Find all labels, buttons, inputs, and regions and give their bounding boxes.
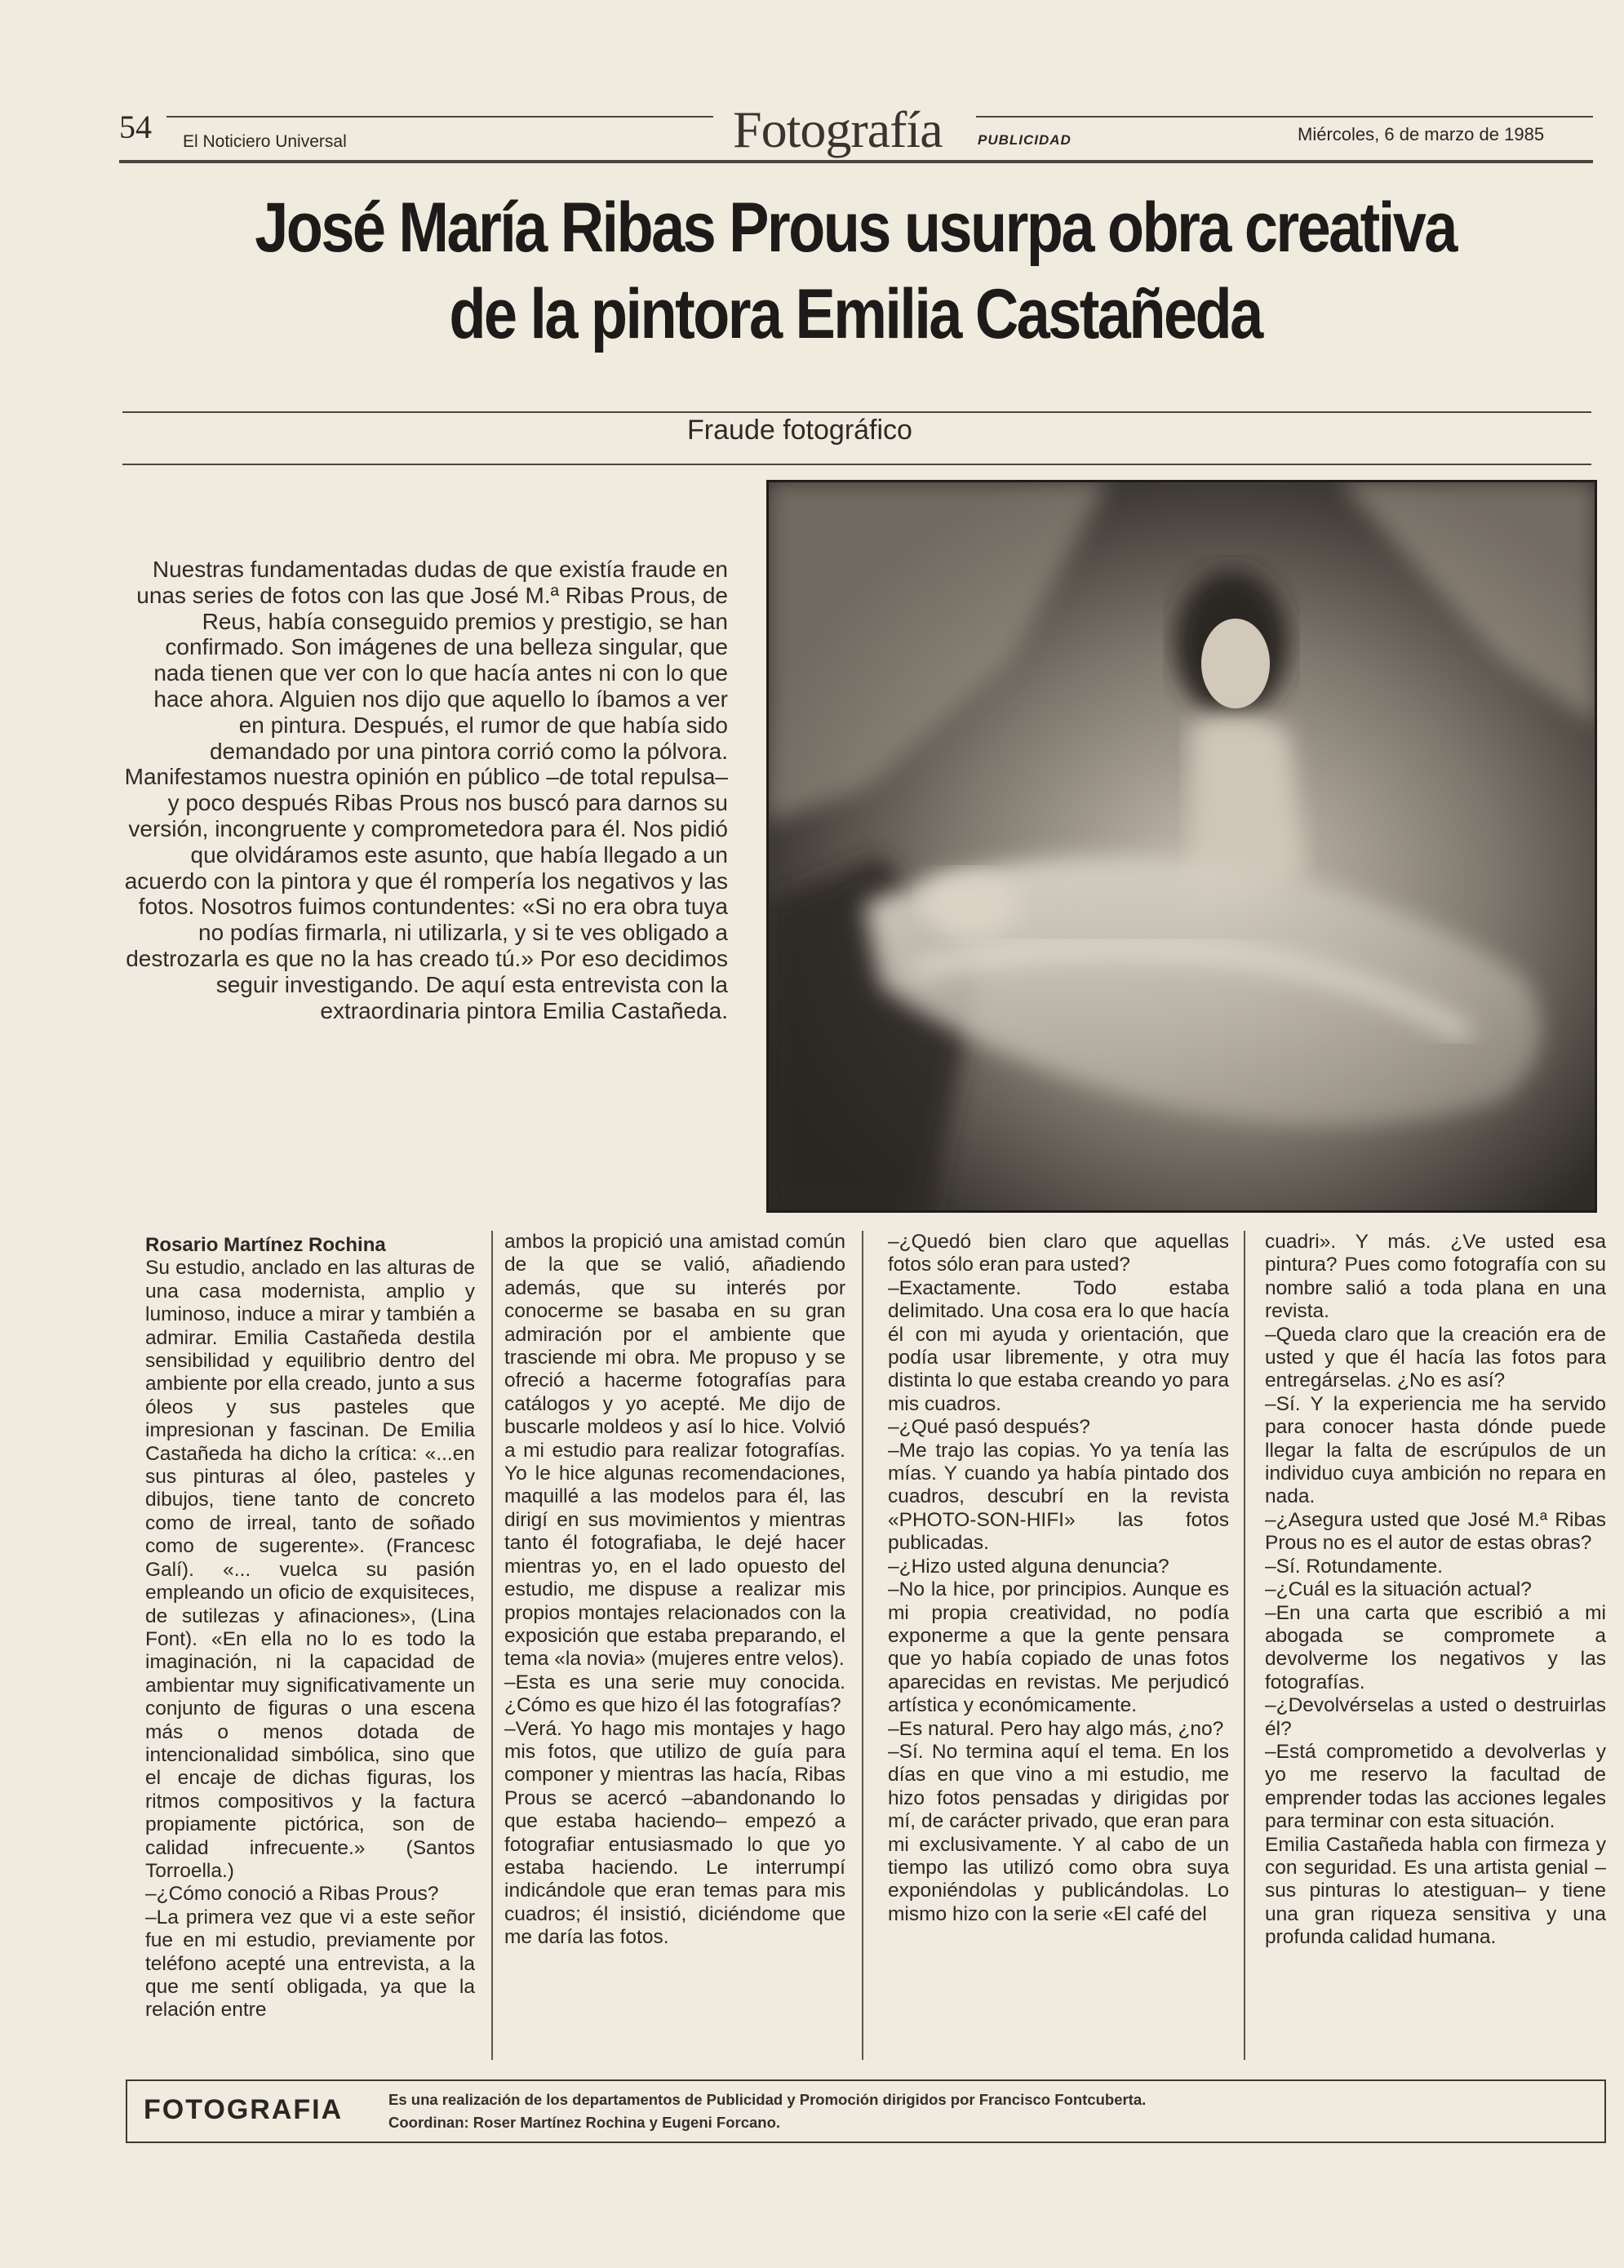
paragraph: –¿Hizo usted alguna denuncia? bbox=[888, 1555, 1169, 1578]
credits-line: Es una realización de los departamentos de Publicidad y Promoción dirigidos por Francisco Fontcuberta. bbox=[388, 2091, 1147, 2108]
paragraph: –Esta es una serie muy conocida. ¿Cómo es que hizo él las fotografías? bbox=[504, 1671, 845, 1717]
paragraph: cuadri». Y más. ¿Ve usted esa pintura? Pues como fotografía con su nombre salió a toda plana en una revista. bbox=[1265, 1231, 1606, 1323]
paragraph: –Es natural. Pero hay algo más, ¿no? bbox=[888, 1717, 1224, 1740]
column-4 bbox=[1265, 1231, 1606, 1950]
masthead-rule-left bbox=[166, 116, 713, 118]
column-rule bbox=[862, 1231, 863, 2060]
paragraph: –Verá. Yo hago mis montajes y hago mis fotos, que utilizo de guía para componer y mientras las hacía, Ribas Prous se acercó –abandonando lo que estaba haciendo– empezó a fotografiar entusiasmado lo que yo estaba haciendo. Le interrumpí indicándole que eran temas para mis cuadros; él insistió, diciéndome que me daría las fotos. bbox=[504, 1717, 845, 1949]
column-3 bbox=[888, 1231, 1229, 1926]
masthead-rule-bottom bbox=[119, 160, 1593, 163]
paragraph: –No la hice, por principios. Aunque es mi propia creatividad, no podía exponerme a que la gente pensara que yo había copiado de unas fotos aparecidas en revistas. Me perjudicó artística y económicamente. bbox=[888, 1578, 1229, 1717]
subhead-rule-bottom bbox=[122, 464, 1591, 465]
paragraph: –Sí. No termina aquí el tema. En los días en que vino a mi estudio, me hizo fotos pensadas y dirigidas por mí, de carácter privado, que eran para mi exclusivamente. Y al cabo de un tiempo las utilizó como obra suya exponiéndolas y publicándolas. Lo mismo hizo con la serie «El café del bbox=[888, 1740, 1229, 1925]
column-1 bbox=[145, 1234, 475, 2022]
headline-line-1: José María Ribas Prous usurpa obra creativa bbox=[255, 189, 1456, 267]
section-title: Fotografía bbox=[733, 100, 943, 158]
paragraph: Emilia Castañeda habla con firmeza y con seguridad. Es una artista genial –sus pinturas lo atestiguan– y tiene una gran riqueza sensitiva y una profunda calidad humana. bbox=[1265, 1833, 1606, 1949]
paragraph: –¿Asegura usted que José M.ª Ribas Prous no es el autor de estas obras? bbox=[1265, 1508, 1606, 1555]
paragraph: –En una carta que escribió a mi abogada se compromete a devolverme los negativos y las fotografías. bbox=[1265, 1601, 1606, 1693]
paragraph: Su estudio, anclado en las alturas de una casa modernista, amplio y luminoso, induce a mirar y también a admirar. Emilia Castañeda destila sensibilidad y equilibrio dentro del ambiente por ella creado, junto a sus óleos y sus pasteles que impresionan y fascinan. De Emilia Castañeda ha dicho la crítica: «...en sus pinturas al óleo, pasteles y dibujos, tiene tanto de concreto como de irreal, tanto de soñado como de sugerente». (Francesc Galí). «... vuelca su pasión empleando un oficio de exquisiteces, de sutilezas y afinaciones», (Lina Font). «En ella no lo es todo la imaginación, ni la capacidad de ambientar muy significativamente un conjunto de figuras o una escena más o menos dotada de intencionalidad simbólica, sino que el encaje de dichas figuras, los ritmos compositivos y la factura propiamente pictórica, son de calidad infrecuente.» (Santos Torroella.) bbox=[145, 1257, 475, 1882]
column-rule bbox=[491, 1231, 493, 2060]
newspaper-name: El Noticiero Universal bbox=[183, 132, 347, 151]
headline bbox=[216, 184, 1493, 357]
column-2 bbox=[504, 1231, 845, 1950]
paragraph: –¿Cómo conoció a Ribas Prous? bbox=[145, 1883, 439, 1906]
article-photo bbox=[766, 480, 1597, 1213]
masthead-rule-right bbox=[976, 116, 1593, 118]
lead-paragraph: Nuestras fundamentadas dudas de que existía fraude en unas series de fotos con las que José M.ª Ribas Prous, de Reus, había conseguido premios y prestigio, se han confirmado. Son imágenes de una belleza singular, que nada tienen que ver con lo que hacía antes ni con lo que hace ahora. Alguien nos dijo que aquello lo íbamos a ver en pintura. Después, el rumor de que había sido demandado por una pintora corrió como la pólvora. Manifestamos nuestra opinión en público –de total repulsa– y poco después Ribas Prous nos buscó para darnos su versión, incongruente y comprometedora para él. Nos pidió que olvidáramos este asunto, que había llegado a un acuerdo con la pintora y que él rompería los negativos y las fotos. Nosotros fuimos contundentes: «Si no era obra tuya no podías firmarla, ni utilizarla, y si te ves obligado a destrozarla es que no la has creado tú.» Por eso decidimos seguir investigando. De aquí esta entrevista con la extraordinaria pintora Emilia Castañeda. bbox=[124, 557, 728, 1023]
section-tag: PUBLICIDAD bbox=[978, 132, 1072, 148]
paragraph: –Sí. Y la experiencia me ha servido para conocer hasta dónde puede llegar la falta de escrúpulos de un individuo cuya ambición no repara en nada. bbox=[1265, 1392, 1606, 1508]
paragraph: –¿Cuál es la situación actual? bbox=[1265, 1578, 1532, 1601]
headline-line-2: de la pintora Emilia Castañeda bbox=[449, 275, 1262, 353]
page-number: 54 bbox=[119, 109, 152, 145]
paragraph: –Está comprometido a devolverlas y yo me reservo la facultad de emprender todas las acciones legales para terminar con esta situación. bbox=[1265, 1740, 1606, 1833]
paragraph: –La primera vez que vi a este señor fue en mi estudio, previamente por teléfono acepté una entrevista, a la que me sentí obligada, ya que la relación entre bbox=[145, 1906, 475, 2022]
paragraph: –Queda claro que la creación era de usted y que él hacía las fotos para entregárselas. ¿No es así? bbox=[1265, 1323, 1606, 1392]
paragraph: –¿Quedó bien claro que aquellas fotos sólo eran para usted? bbox=[888, 1231, 1229, 1276]
credits-line: Coordinan: Roser Martínez Rochina y Eugeni Forcano. bbox=[388, 2114, 781, 2131]
paragraph: –¿Devolvérselas a usted o destruirlas él? bbox=[1265, 1694, 1606, 1740]
byline: Rosario Martínez Rochina bbox=[145, 1234, 386, 1256]
credits-title: FOTOGRAFIA bbox=[144, 2094, 344, 2125]
issue-date: Miércoles, 6 de marzo de 1985 bbox=[1298, 124, 1545, 144]
column-rule bbox=[1244, 1231, 1245, 2060]
subhead-rule-top bbox=[122, 411, 1591, 413]
paragraph: –Sí. Rotundamente. bbox=[1265, 1555, 1443, 1578]
subhead: Fraude fotográfico bbox=[687, 415, 912, 446]
paragraph: ambos la propició una amistad común de la que se valió, añadiendo además, que su interés por conocerme se basaba en su gran admiración por el ambiente que trasciende mi obra. Me propuso y se ofreció a hacerme fotografías para catálogos y yo acepté. Me dijo de buscarle moldeos y así lo hice. Volvió a mi estudio para realizar fotografías. Yo le hice algunas recomendaciones, maquillé a las modelos para él, las dirigí en sus movimientos y mientras tanto él fotografiaba, le dejé hacer mientras yo, en el lado opuesto del estudio, me dispuse a realizar mis propios montajes relacionados con la exposición que estaba preparando, el tema «la novia» (mujeres entre velos). bbox=[504, 1231, 845, 1671]
paragraph: –Me trajo las copias. Yo ya tenía las mías. Y cuando ya había pintado dos cuadros, descubrí en la revista «PHOTO-SON-HIFI» las fotos publicadas. bbox=[888, 1439, 1229, 1555]
credits-box bbox=[126, 2079, 1606, 2143]
paragraph: –Exactamente. Todo estaba delimitado. Una cosa era lo que hacía él con mi ayuda y orientación, que podía usar libremente, y otra muy distinta lo que estaba creando yo para mis cuadros. bbox=[888, 1276, 1229, 1415]
paragraph: –¿Qué pasó después? bbox=[888, 1416, 1090, 1439]
